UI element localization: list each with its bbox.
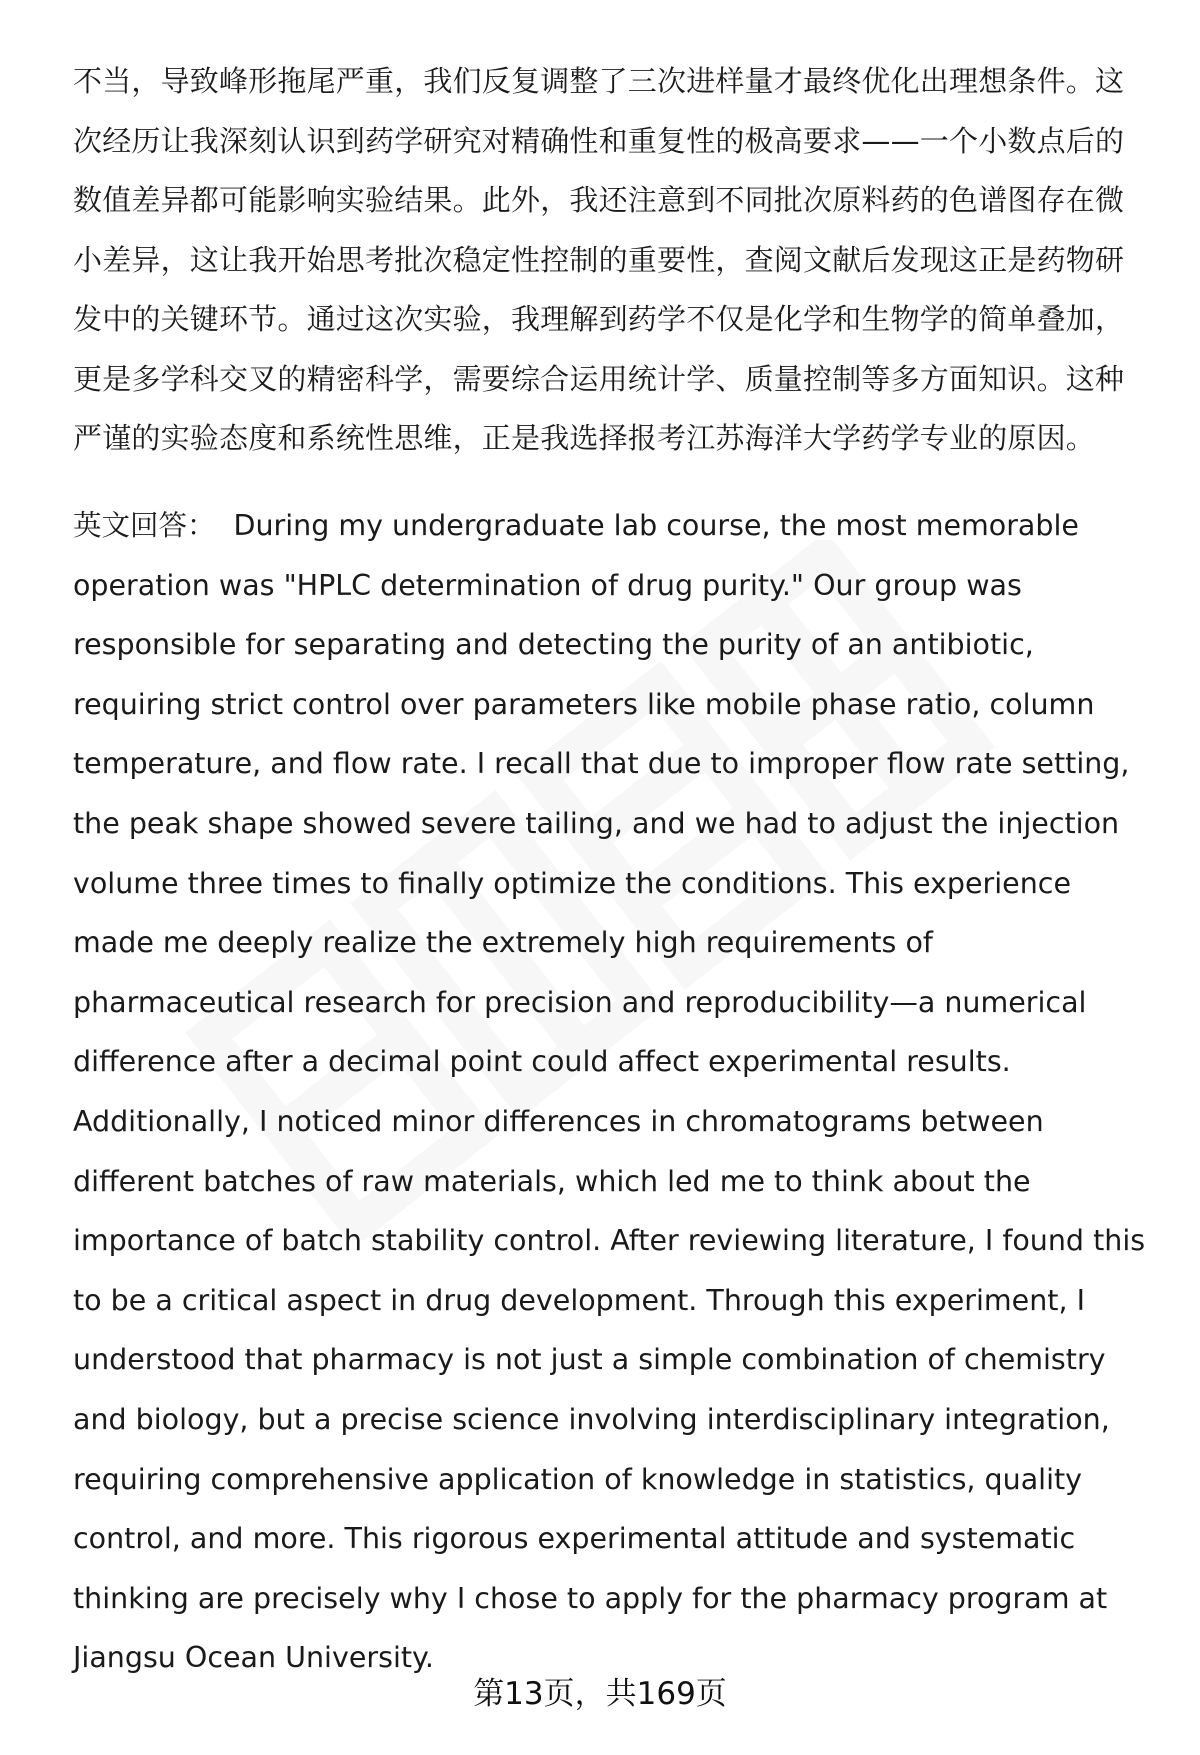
english-answer-paragraph [73,496,1158,1688]
english-answer-text: During my undergraduate lab course, the most memorable operation was "HPLC determination of drug purity." Our group was responsible for separating and detecting the purity of an antibiotic, requiring strict control over parameters like mobile phase ratio, column temperature, and flow rate. I recall that due to improper flow rate setting, the peak shape showed severe tailing, and we had to adjust the injection volume three times to finally optimize the conditions. This experience made me deeply realize the extremely high requirements of pharmaceutical research for precision and reproducibility—a numerical difference after a decimal point could affect experimental results. Additionally, I noticed minor differences in chromatograms between different batches of raw materials, which led me to think about the importance of batch stability control. After reviewing literature, I found this to be a critical aspect in drug development. Through this experiment, I understood that pharmacy is not just a simple combination of chemistry and biology, but a precise science involving interdisciplinary integration, requiring comprehensive application of knowledge in statistics, quality control, and more. This rigorous experimental attitude and systematic thinking are precisely why I chose to apply for the pharmacy program at Jiangsu Ocean University. [73,509,1146,1675]
chinese-answer-paragraph: 不当，导致峰形拖尾严重，我们反复调整了三次进样量才最终优化出理想条件。这次经历让我深刻认识到药学研究对精确性和重复性的极高要求——一个小数点后的数值差异都可能影响实验结果。此外，我还注意到不同批次原料药的色谱图存在微小差异，这让我开始思考批次稳定性控制的重要性，查阅文献后发现这正是药物研发中的关键环节。通过这次实验，我理解到药学不仅是化学和生物学的简单叠加，更是多学科交叉的精密科学，需要综合运用统计学、质量控制等多方面知识。这种严谨的实验态度和系统性思维，正是我选择报考江苏海洋大学药学专业的原因。 [73,64,1125,455]
page-number: 第13页，共169页 [473,1676,727,1712]
english-answer-label: 英文回答： [73,509,216,542]
